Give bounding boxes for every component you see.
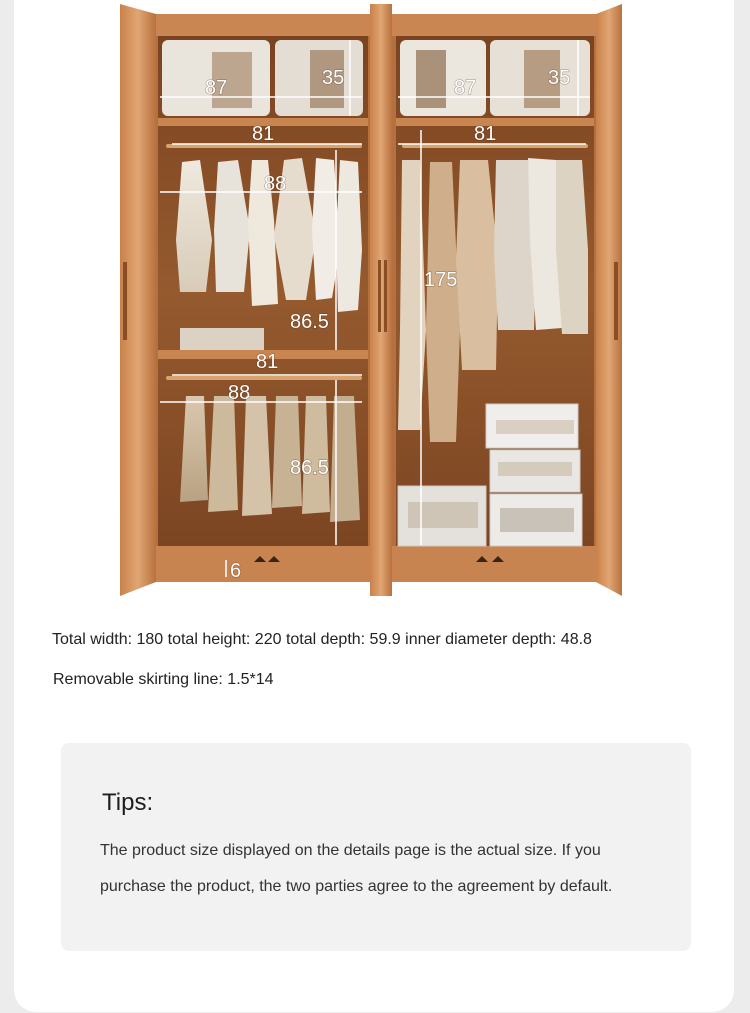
dim-left-top-height: 35 bbox=[322, 67, 345, 89]
spec-skirting: Removable skirting line: 1.5*14 bbox=[53, 671, 274, 688]
tips-box bbox=[61, 743, 691, 951]
tips-title: Tips: bbox=[102, 789, 154, 816]
right-door bbox=[596, 4, 622, 596]
dim-left-top-width: 87 bbox=[205, 77, 228, 99]
dim-right-hanging-height: 175 bbox=[424, 269, 458, 291]
dim-left-inner-width-lower: 88 bbox=[228, 382, 251, 404]
dim-left-lower-height: 86.5 bbox=[290, 457, 329, 479]
dim-right-top-width: 87 bbox=[454, 77, 477, 99]
dim-left-upper-height: 86.5 bbox=[290, 311, 329, 333]
left-lower-rod bbox=[166, 376, 362, 380]
dim-skirting-height: 6 bbox=[230, 560, 242, 582]
dim-left-rail-upper: 81 bbox=[252, 123, 275, 145]
folded-clothes-box bbox=[180, 328, 264, 350]
dim-left-rail-lower: 81 bbox=[256, 351, 279, 373]
tips-body: The product size displayed on the details page is the actual size. If you purchase the product, the two parties agree to the agreement by default. bbox=[100, 842, 613, 895]
dim-left-inner-width-upper: 88 bbox=[264, 173, 287, 195]
dim-right-top-height: 35 bbox=[548, 67, 571, 89]
dim-right-rail: 81 bbox=[474, 123, 497, 145]
spec-dimensions: Total width: 180 total height: 220 total depth: 59.9 inner diameter depth: 48.8 bbox=[52, 631, 592, 648]
